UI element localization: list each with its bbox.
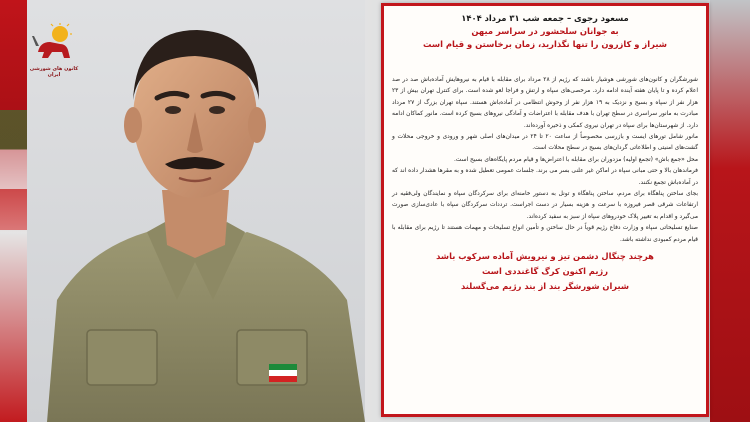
- slogan-line: رژیم اکنون کرگ گاغنددی است: [482, 266, 608, 277]
- flag-patch-icon: [269, 364, 297, 382]
- statement-headline-2: شیراز و کازرون را تنها نگذارید، زمان برخاستن و قیام است: [423, 39, 667, 49]
- portrait-illustration: [27, 0, 365, 422]
- closing-slogans: [392, 249, 698, 294]
- statement-paragraph: فرماندهان بالا و حتی مبانی سپاه در اماکن غیر علنی بسر می برند. جلسات عمومی تعطیل شده و به مقرها هشدار داده اند که در آماده‌باش تجمع نکنند.: [392, 168, 698, 186]
- background-flag-stripes: [0, 110, 30, 230]
- statement-paragraph: صنایع تسلیحاتی سپاه و وزارت دفاع رژیم قویاً در حال ساختن و تأمین انواع تسلیحات و مهمات هستند تا رژیم برای مقابله با قیام مردم کمبودی نداشته باشد.: [392, 225, 698, 243]
- logo-caption: کانون های شورشی ایران: [29, 66, 79, 78]
- lion-and-sun-logo-icon: [30, 22, 76, 64]
- background-red-band-right: [710, 0, 750, 422]
- portrait-photo: [27, 0, 365, 422]
- statement-paragraph: شورشگران و کانون‌های شورشی هوشیار باشند که رژیم از ۲۸ مرداد برای مقابله با قیام به نیروهایش آماده‌باش صد در صد اعلام کرده و تا پایان هفته آینده ادامه دارد. مرخصی‌های سپاه و ارتش و فراجا لغو شده است. برای کنترل تهران بیش از ۲۳ هزار نفر از سپاه و بسیج و نزدیک به ۱۹ هزار نفر از وحوش انتظامی در آماده‌باش هستند. سپاه تهران بزرگ از ۲۷ مرداد مبادرت به مانور سراسری در سطح تهران با هدف مقابله با اعتراضات و آمادگی نیروهای بسیج کرده است. مانور کماکان ادامه دارد. از شهرستان‌ها برای سپاه در تهران نیروی کمکی و ذخیره آورده‌اند.: [392, 77, 698, 129]
- statement-author-line: مسعود رجوی – جمعه شب ۳۱ مرداد ۱۴۰۴: [461, 13, 629, 23]
- statement-panel: [381, 3, 709, 417]
- statement-body: [392, 75, 698, 246]
- statement-paragraph: مانور شامل تورهای ایست و بازرسی مخصوصاً از ساعت ۲۰ تا ۲۴ در میدان‌های اصلی شهر و ورودی و خروجی محلات و گشت‌های امنیتی و اطلاعاتی گردان‌های بسیج در سطح محلات است.: [392, 134, 699, 152]
- statement-headline-1: به جوانان سلحشور در سراسر میهن: [471, 26, 619, 36]
- statement-paragraph: بجای ساختن پناهگاه برای مردم، ساختن پناهگاه و تونل به دستور خامنه‌ای برای سرکردگان سپاه و نمایندگان ولی‌فقیه در ارتفاعات شرقی قصر فیروزه با سرعت و هزینه بسیار در دست اجراست. ترددات سرکردگان سپاه با عادی‌سازی صورت می‌گیرد و اقدام به تغییر پلاک خودروهای سپاه از سبز به سفید کرده‌اند.: [392, 191, 698, 220]
- slogan-line: شیران شورشگر بند از بند رژیم می‌گسلند: [461, 281, 629, 292]
- slogan-line: هرچند چنگال دشمن تیز و نیرویش آماده سرکوب باشد: [436, 251, 654, 262]
- statement-paragraph: محل «جمع باش» (تجمع اولیه) مزدوران برای مقابله با اعتراض‌ها و قیام مردم پایگاه‌های بسیج است.: [453, 156, 698, 163]
- spacer: [392, 51, 698, 75]
